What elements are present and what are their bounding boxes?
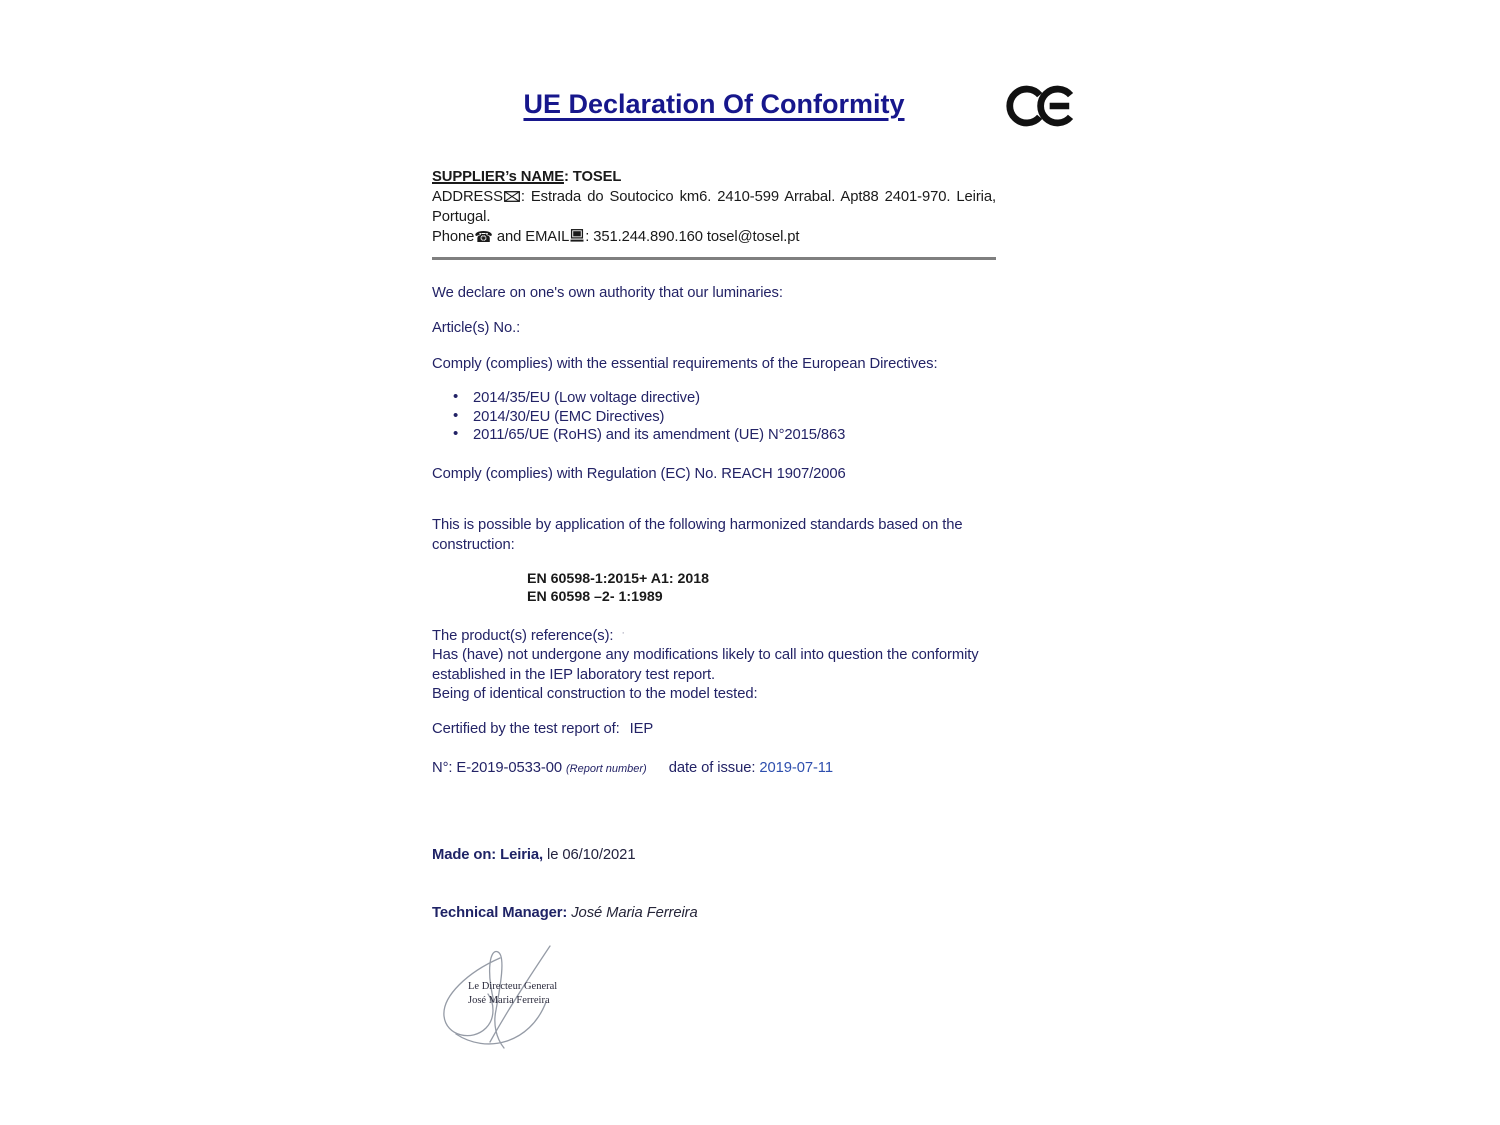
signature-title: Le Directeur General <box>468 981 558 992</box>
comply-reach-line: Comply (complies) with Regulation (EC) No. REACH 1907/2006 <box>432 466 846 482</box>
directive-item: • 2011/65/UE (RoHS) and its amendment (UE) N°2015/863 <box>432 426 996 445</box>
computer-icon <box>570 229 584 249</box>
declaration-intro: We declare on one's own authority that our luminaries: <box>432 285 783 301</box>
page-title <box>432 88 996 120</box>
harmonized-intro: This is possible by application of the following harmonized standards based on the construction: <box>432 517 963 553</box>
report-line <box>432 759 996 780</box>
issue-label: date of issue: <box>668 760 756 776</box>
certified-value: IEP <box>629 721 654 737</box>
section-divider <box>432 257 996 260</box>
stray-mark: · <box>621 627 625 639</box>
supplier-name-value: : TOSEL <box>563 169 622 185</box>
manager-label: Technical Manager: <box>432 905 568 921</box>
supplier-address-line <box>432 188 996 228</box>
report-number: N°: E-2019-0533-00 <box>432 760 562 776</box>
supplier-contact-line <box>432 228 996 249</box>
address-label: ADDRESS <box>432 188 503 205</box>
identical-construction-line: Being of identical construction to the model tested: <box>432 685 758 702</box>
supplier-block <box>432 168 996 249</box>
declaration-document <box>432 0 996 1125</box>
made-on-line <box>432 846 996 866</box>
directives-list <box>432 389 996 445</box>
products-reference-line <box>432 624 996 646</box>
manager-value: José Maria Ferreira <box>567 905 698 921</box>
address-value: : Estrada do Soutocico km6. 2410-599 Arrabal. Apt88 2401-970. Leiria, Portugal. <box>432 188 996 226</box>
made-on-value: le 06/10/2021 <box>543 847 636 863</box>
product-reference-block <box>432 624 996 704</box>
contact-value: : 351.244.890.160 tosel@tosel.pt <box>585 229 800 246</box>
technical-manager-line <box>432 904 996 924</box>
envelope-icon <box>504 189 520 209</box>
standard-line: EN 60598 –2- 1:1989 <box>527 588 663 605</box>
comply-directives-line: Comply (complies) with the essential requirements of the European Directives: <box>432 356 938 372</box>
telephone-icon: ☎ <box>474 228 493 247</box>
articles-line: Article(s) No.: <box>432 320 521 336</box>
report-note: (Report number) <box>566 763 647 775</box>
and-email-label: and EMAIL <box>492 229 570 246</box>
page-title-text: UE Declaration Of Conformity <box>523 89 905 119</box>
standard-line: EN 60598-1:2015+ A1: 2018 <box>527 571 710 587</box>
ce-mark-icon <box>1006 84 1076 128</box>
certified-line <box>432 720 996 740</box>
supplier-name-line <box>432 168 996 188</box>
signature-text <box>468 980 598 1007</box>
signature-name: José Maria Ferreira <box>468 994 550 1006</box>
certified-label: Certified by the test report of: <box>432 721 620 737</box>
directive-item: • 2014/35/EU (Low voltage directive) <box>432 389 996 408</box>
issue-date: 2019-07-11 <box>759 760 833 776</box>
signature-block <box>438 944 598 1056</box>
directive-item: • 2014/30/EU (EMC Directives) <box>432 408 996 427</box>
phone-label: Phone <box>432 229 475 246</box>
standards-block <box>527 571 709 606</box>
supplier-name-label: SUPPLIER’s NAME <box>432 169 564 185</box>
modifications-line: Has (have) not undergone any modifications likely to call into question the conformity established in the IEP laboratory test report. <box>432 647 979 683</box>
products-reference-text: The product(s) reference(s): <box>432 628 614 644</box>
made-on-label: Made on: Leiria, <box>432 847 544 863</box>
